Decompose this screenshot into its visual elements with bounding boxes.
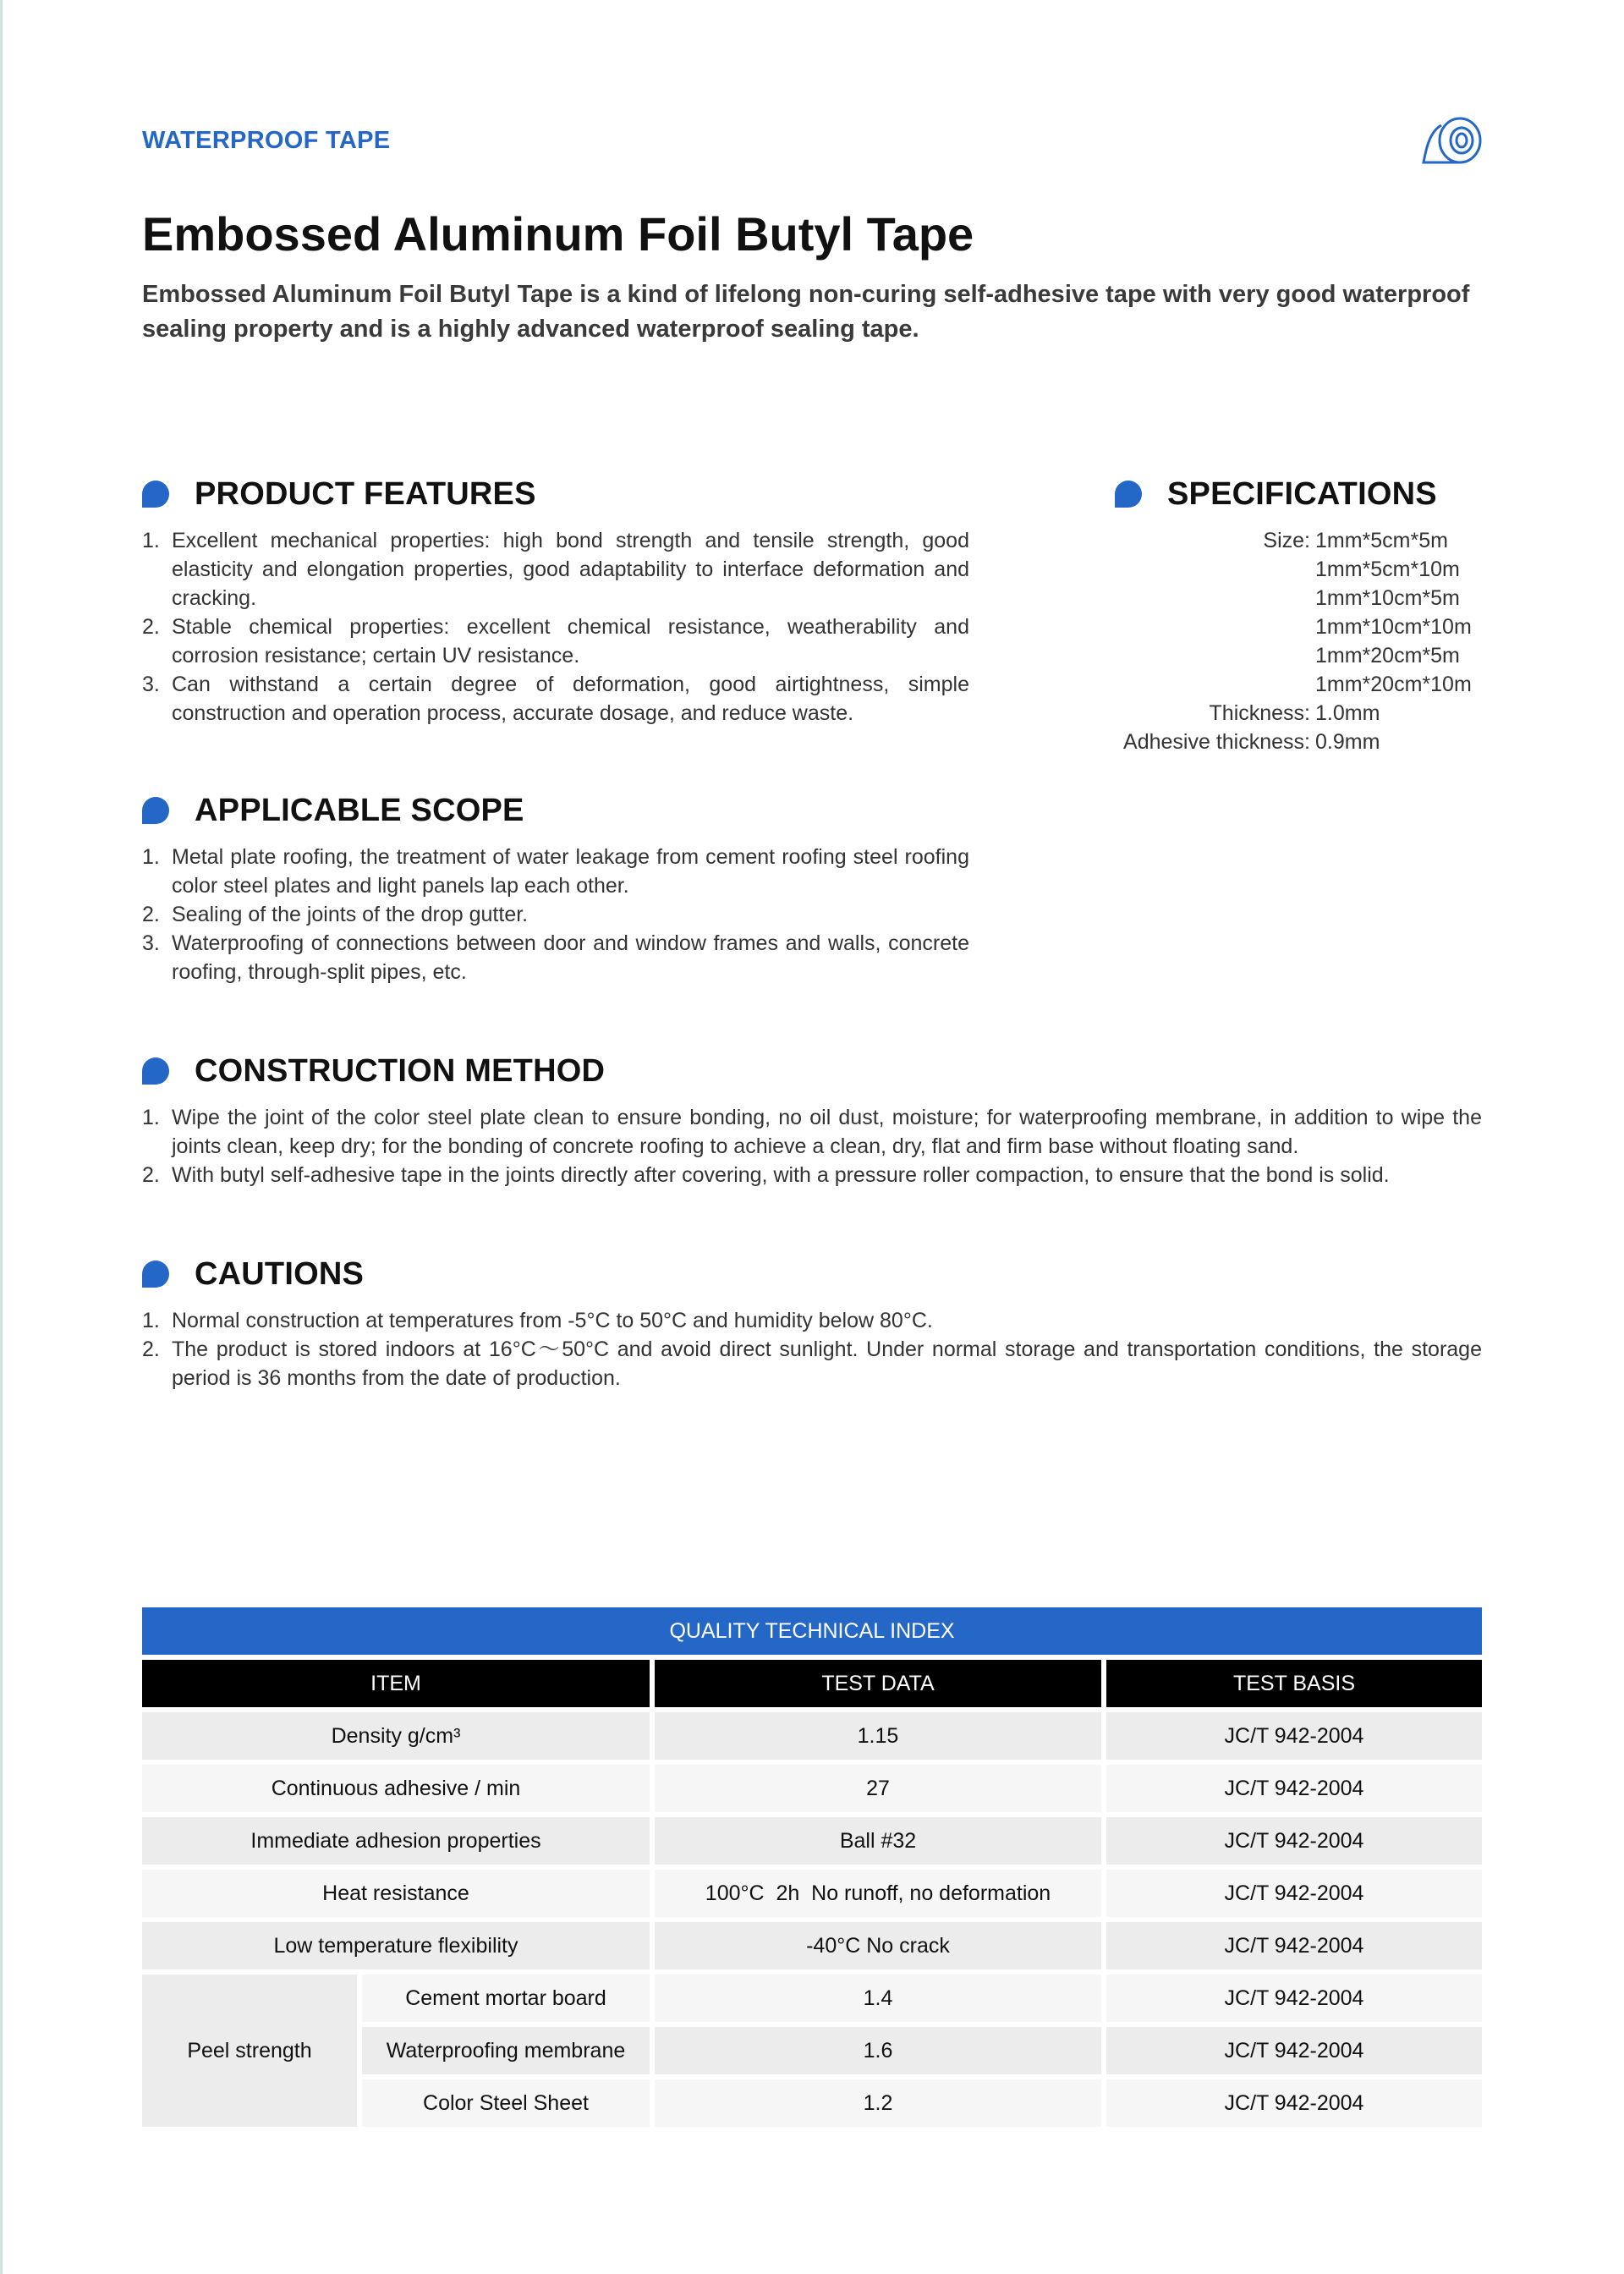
category-label: WATERPROOF TAPE [142, 127, 391, 154]
item-number: 1. [142, 1106, 160, 1129]
size-value: 1mm*20cm*5m [1315, 644, 1460, 667]
size-value: 1mm*10cm*5m [1315, 586, 1460, 610]
item-text: Waterproofing of connections between door and window frames and walls, concrete roofing, through-split pipes, etc. [172, 931, 969, 984]
quality-index-table [142, 1602, 1482, 2132]
features-section [142, 472, 969, 728]
size-value: 1mm*5cm*5m [1315, 529, 1448, 552]
basis-cell: JC/T 942-2004 [1101, 1975, 1482, 2022]
item-number: 1. [142, 845, 160, 869]
section-bullet-icon [142, 797, 169, 824]
list-item [142, 1335, 1482, 1392]
sub-item-cell: Waterproofing membrane [357, 2027, 650, 2074]
item-number: 3. [142, 931, 160, 955]
list-item [142, 1103, 1482, 1161]
section-bullet-icon [142, 1057, 169, 1085]
list-item [142, 900, 969, 929]
list-item [142, 526, 969, 612]
section-bullet-icon [142, 1261, 169, 1288]
page-title: Embossed Aluminum Foil Butyl Tape [142, 207, 974, 261]
basis-cell: JC/T 942-2004 [1101, 2027, 1482, 2074]
section-bullet-icon [1115, 481, 1142, 508]
section-title: APPLICABLE SCOPE [195, 792, 524, 828]
data-cell: -40°C No crack [650, 1922, 1101, 1969]
basis-cell: JC/T 942-2004 [1101, 1765, 1482, 1812]
spec-grid [1115, 526, 1487, 756]
section-header [142, 1049, 1482, 1093]
thickness-label: Thickness: [1209, 701, 1310, 725]
data-cell: Ball #32 [650, 1817, 1101, 1865]
item-number: 2. [142, 903, 160, 926]
specifications-section [1115, 472, 1487, 756]
intro-paragraph: Embossed Aluminum Foil Butyl Tape is a kind of lifelong non-curing self-adhesive tape with very good waterproof sealing property and is a highly advanced waterproof sealing tape. [142, 281, 1470, 343]
list-item [142, 1161, 1482, 1189]
basis-cell: JC/T 942-2004 [1101, 1870, 1482, 1917]
section-title: PRODUCT FEATURES [195, 475, 536, 512]
item-text: Excellent mechanical properties: high bond strength and tensile strength, good elasticity and elongation properties, good adaptability to interface deformation and cracking. [172, 529, 969, 610]
header-item: ITEM [142, 1660, 650, 1707]
item-text: Wipe the joint of the color steel plate clean to ensure bonding, no oil dust, moisture; for waterproofing membrane, in addition to wipe the joints clean, keep dry; for the bonding of concrete roofing to achieve a clean, dry, flat and firm base without floating sand. [172, 1106, 1482, 1158]
item-cell: Immediate adhesion properties [142, 1817, 650, 1865]
item-number: 2. [142, 1163, 160, 1187]
basis-cell: JC/T 942-2004 [1101, 2079, 1482, 2127]
page-edge [0, 0, 3, 2274]
sub-item-cell: Cement mortar board [357, 1975, 650, 2022]
size-value: 1mm*20cm*10m [1315, 673, 1472, 696]
sub-item-cell: Color Steel Sheet [357, 2079, 650, 2127]
header-test-data: TEST DATA [650, 1660, 1101, 1707]
basis-cell: JC/T 942-2004 [1101, 1922, 1482, 1969]
table-caption: QUALITY TECHNICAL INDEX [142, 1607, 1482, 1655]
item-text: Metal plate roofing, the treatment of water leakage from cement roofing steel roofing color steel plates and light panels lap each other. [172, 845, 969, 898]
table-row [142, 1712, 1482, 1760]
section-header [142, 472, 969, 516]
cautions-section [142, 1252, 1482, 1392]
header-test-basis: TEST BASIS [1101, 1660, 1482, 1707]
size-value: 1mm*10cm*10m [1315, 615, 1472, 639]
section-title: CAUTIONS [195, 1255, 365, 1292]
item-number: 1. [142, 1309, 160, 1332]
item-number: 3. [142, 673, 160, 696]
list-item [142, 843, 969, 900]
item-cell: Density g/cm³ [142, 1712, 650, 1760]
basis-cell: JC/T 942-2004 [1101, 1817, 1482, 1865]
scope-list [142, 843, 969, 986]
peel-strength-cell: Peel strength [142, 1975, 357, 2127]
data-cell: 1.15 [650, 1712, 1101, 1760]
size-label: Size: [1263, 529, 1310, 552]
size-value: 1mm*5cm*10m [1315, 558, 1460, 581]
item-text: Sealing of the joints of the drop gutter. [172, 903, 529, 926]
size-values [1315, 526, 1487, 699]
adhesive-thickness-label: Adhesive thickness: [1123, 730, 1310, 754]
item-text: Stable chemical properties: excellent chemical resistance, weatherability and corrosion resistance; certain UV resistance. [172, 615, 969, 667]
section-title: SPECIFICATIONS [1167, 475, 1437, 512]
data-cell: 1.4 [650, 1975, 1101, 2022]
section-header [1115, 472, 1487, 516]
thickness-value: 1.0mm [1315, 701, 1380, 725]
list-item [142, 670, 969, 728]
section-header [142, 1252, 1482, 1296]
item-text: The product is stored indoors at 16°C～50°C and avoid direct sunlight. Under normal storage and transportation conditions, the storage period is 36 months from the date of production. [172, 1337, 1482, 1390]
item-cell: Continuous adhesive / min [142, 1765, 650, 1812]
data-cell: 100°C 2h No runoff, no deformation [650, 1870, 1101, 1917]
item-number: 1. [142, 529, 160, 552]
scope-section [142, 788, 969, 986]
cautions-list [142, 1306, 1482, 1392]
basis-cell: JC/T 942-2004 [1101, 1712, 1482, 1760]
data-cell: 1.6 [650, 2027, 1101, 2074]
item-cell: Heat resistance [142, 1870, 650, 1917]
data-cell: 27 [650, 1765, 1101, 1812]
data-cell: 1.2 [650, 2079, 1101, 2127]
construction-section [142, 1049, 1482, 1189]
table-row [142, 1765, 1482, 1812]
list-item [142, 929, 969, 986]
table-row [142, 1922, 1482, 1969]
section-title: CONSTRUCTION METHOD [195, 1052, 606, 1089]
adhesive-thickness-value: 0.9mm [1315, 730, 1380, 754]
section-bullet-icon [142, 481, 169, 508]
list-item [142, 612, 969, 670]
item-number: 2. [142, 615, 160, 639]
item-text: Normal construction at temperatures from -5°C to 50°C and humidity below 80°C. [172, 1309, 933, 1332]
section-header [142, 788, 969, 832]
item-text: Can withstand a certain degree of deformation, good airtightness, simple construction and operation process, accurate dosage, and reduce waste. [172, 673, 969, 725]
table-row [142, 1817, 1482, 1865]
item-number: 2. [142, 1337, 160, 1361]
construction-list [142, 1103, 1482, 1189]
features-list [142, 526, 969, 728]
item-text: With butyl self-adhesive tape in the joints directly after covering, with a pressure roller compaction, to ensure that the bond is solid. [172, 1163, 1390, 1187]
item-cell: Low temperature flexibility [142, 1922, 650, 1969]
list-item [142, 1306, 1482, 1335]
tape-roll-icon [1421, 113, 1485, 168]
table-row [142, 1870, 1482, 1917]
table-row [142, 1975, 1482, 2022]
